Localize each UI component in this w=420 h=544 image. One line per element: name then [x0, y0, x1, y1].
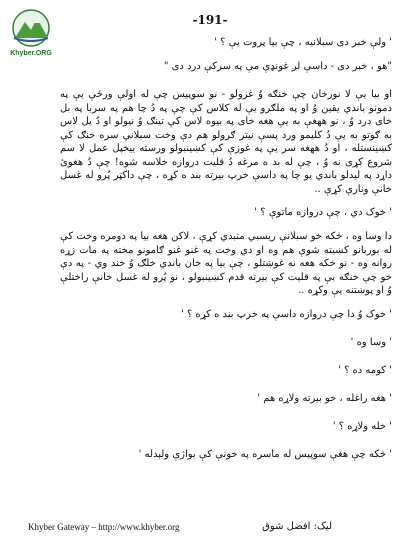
footer-author: ليک: افضل شوق: [262, 521, 332, 532]
page-number: -191-: [192, 13, 228, 27]
page-footer: [28, 518, 392, 532]
page-body: [60, 36, 392, 462]
text-line-1: ' ولې خبر دی سبلانيه ، چې بيا پروت يې ؟ ': [214, 37, 392, 48]
logo-text: Khyber.ORG: [10, 50, 52, 57]
text-line-4: ' خوک وُ دا چې دروازه داسې په خرپ بند ه کړه ؟ ': [181, 308, 392, 320]
paragraph-1: او بيا يې لا نورخان چې خنګه وُ غزولو - نو سوپيس چې له اولې ورځې يې په دمونو باندي يقين وُ او په ملګرو يې له کلاس کې چې په دُ چا هم په سربا په بل خاى درد وُ ، نو ههغې به يې هغه خاى په بيوه لاس کې تينګ وُ نيولو او دُ يل لاس به ګوتو به يې دُ کليمو ورد پسې نيتر ګرولو هم دې وخت سبلاني سره خنګ کې کښينستله ، او دُ ههغه سر يې په غوزې کې کښينبولو ورسته ييخپل عمل لا سم شروع کړی نه وُ ، چې له بد ه مرغه دُ قليت دروازه خلاسه شوه! چې دُ هغوئ داړد په ليدلو باندي يو چا په داسې خرپ بيرته بند ه کړه ، چې داکټر پُرو له غسل خانې ونارې کړې ..: [60, 89, 392, 195]
paragraph-2: دا وسا وه ، څکه خو سبلانې ريسبي متبدي کړې ، لاکن هغه بيا په دومره وخت کې له بوربانو کښيته شوې هم وه او دي وخت په غنو غنو ګامونو مخته په مات زړه روانه وه - نو خکه هغه نه غوښتلو ، چې بيا په خان باندي خلګ وُ خند وي - په دې خو چې خنګه بې په قليت کې بيرته قدم کښينبولو ، نو پُرو له غسل خانې راختلې وُ او پوښتنه يې وکړه ..: [60, 231, 393, 296]
footer-source-link[interactable]: Khyber Gateway – http://www.khyber.org: [28, 522, 180, 532]
text-line-2: "هو ، خبر دی - داسې لږ غونډې مې په سرکې درد دی ": [163, 61, 392, 72]
text-line-5: ' وسا وه ': [350, 336, 392, 348]
text-line-9: ' څکه چې هغې سوپيس له ماسره په خونې کې بواژې ولېدله ': [138, 448, 392, 460]
text-line-7: ' هغه راغله ، خو بيرته ولاړه هم ': [257, 392, 392, 404]
text-line-8: ' خله ولاړه ؟ ': [332, 420, 392, 432]
text-line-6: ' کومه ده ؟ ': [338, 364, 392, 376]
text-line-3: ' خوک دي ، چې دروازه ماتوې ؟ ': [254, 207, 392, 218]
